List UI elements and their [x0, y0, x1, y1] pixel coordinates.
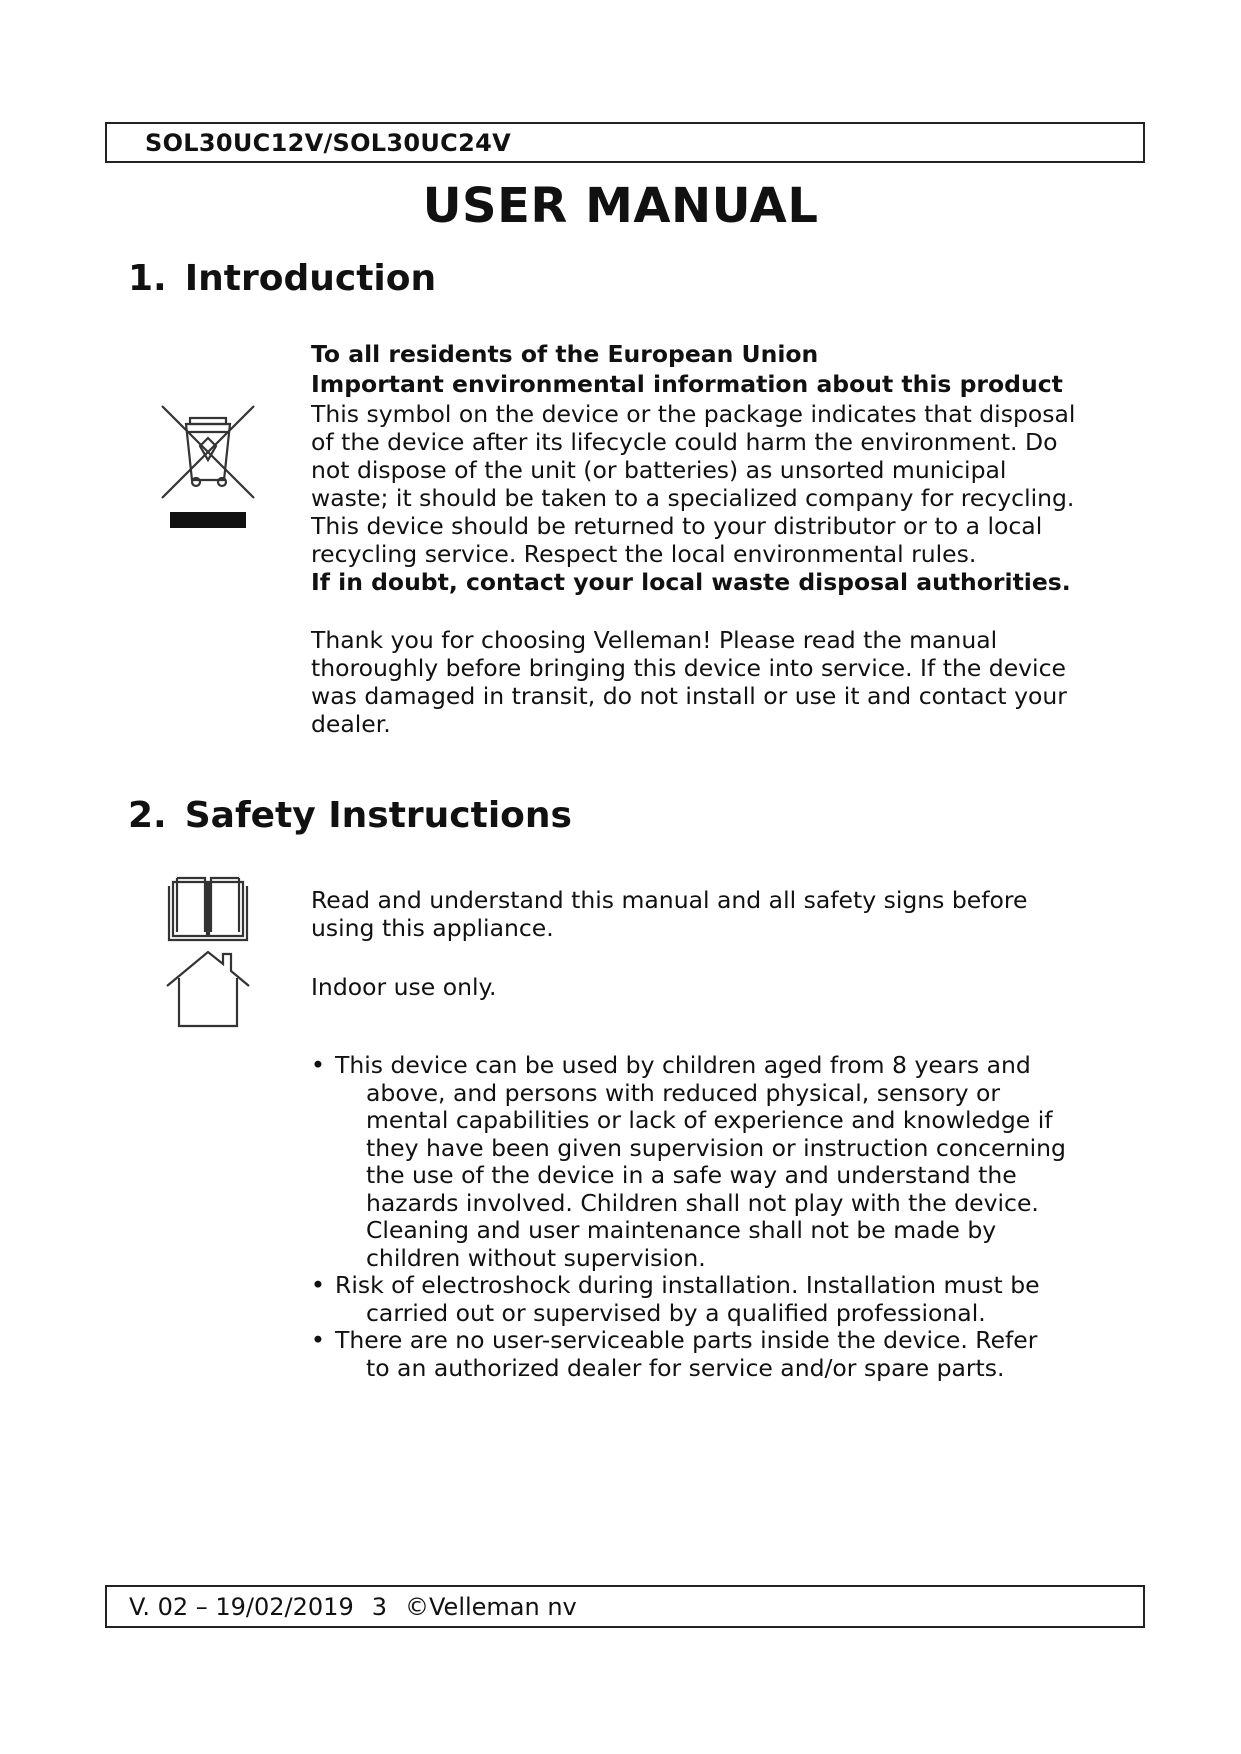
thanks-line-4: dealer.: [311, 710, 391, 738]
weee-line-3: not dispose of the unit (or batteries) as unsorted municipal: [311, 456, 1007, 484]
bullet-2-line-1: Risk of electroshock during installation. Installation must be: [335, 1271, 1040, 1299]
weee-notice: [311, 340, 1111, 598]
bullet-1-line-8: children without supervision.: [366, 1243, 706, 1272]
bullet-1-line-7: Cleaning and user maintenance shall not be made by: [366, 1216, 997, 1244]
section-title: Safety Instructions: [184, 795, 572, 836]
copyright: ©Velleman nv: [405, 1592, 577, 1621]
model-number: SOL30UC12V/SOL30UC24V: [145, 128, 511, 157]
bullet-1-line-3: mental capabilities or lack of experience and knowledge if: [366, 1106, 1053, 1134]
bullet-2-line-2: carried out or supervised by a qualified professional.: [366, 1298, 986, 1327]
page-number: 3: [371, 1592, 387, 1621]
read-line-1: Read and understand this manual and all safety signs before: [311, 886, 1028, 914]
eu-notice-title: To all residents of the European Union: [311, 340, 819, 368]
section-number: 2.: [128, 795, 167, 836]
page-title: USER MANUAL: [422, 178, 819, 234]
house-icon: [163, 948, 253, 1028]
bullet-1-line-6: hazards involved. Children shall not play with the device.: [366, 1188, 1039, 1217]
thank-you-paragraph: [311, 626, 1111, 738]
list-item: • • There are no user-serviceable parts inside the device. Refer to an authorized dealer for service and/or spare parts.: [311, 1327, 1131, 1382]
open-book-icon: [163, 876, 253, 944]
indoor-text: Indoor use only.: [311, 973, 497, 1001]
bullet-3-line-2: to an authorized dealer for service and/or spare parts.: [366, 1353, 1005, 1382]
version-date: V. 02 – 19/02/2019: [129, 1592, 354, 1621]
weee-line-4: waste; it should be taken to a specialized company for recycling.: [311, 484, 1075, 512]
list-item: • • This device can be used by children aged from 8 years and above, and persons with reduced physical, sensory or mental capabilities or lack of experience and knowledge if they have been given supervision or instruction concerning the use of the device in a safe way and understand the hazards involved. Children shall not play with the device. Cleaning and user maintenance shall not be made by children without supervision.: [311, 1052, 1131, 1272]
section-safety-heading: [128, 795, 572, 836]
bullet-1-line-5: the use of the device in a safe way and understand the: [366, 1161, 1017, 1189]
read-manual-notice: [311, 886, 1111, 942]
weee-line-2: of the device after its lifecycle could harm the environment. Do: [311, 428, 1058, 456]
section-title: Introduction: [184, 258, 437, 299]
section-introduction-heading: [128, 258, 436, 299]
thanks-line-3: was damaged in transit, do not install or use it and contact your: [311, 682, 1067, 710]
bullet-1-line-2: above, and persons with reduced physical, sensory or: [366, 1078, 1001, 1107]
list-item: • • Risk of electroshock during installation. Installation must be carried out or supervised by a qualified professional.: [311, 1272, 1131, 1327]
weee-line-1: This symbol on the device or the package indicates that disposal: [311, 400, 1076, 428]
header-model-box: [105, 122, 1145, 163]
thanks-line-1: Thank you for choosing Velleman! Please read the manual: [311, 626, 998, 654]
bullet-1-line-1: This device can be used by children aged from 8 years and: [335, 1051, 1031, 1079]
thanks-line-2: thoroughly before bringing this device into service. If the device: [311, 654, 1066, 682]
page-footer: [105, 1585, 1145, 1628]
crossed-out-wheelie-bin-icon: [160, 402, 256, 532]
read-line-2: using this appliance.: [311, 914, 554, 942]
weee-line-6: recycling service. Respect the local environmental rules.: [311, 540, 977, 568]
safety-bullet-list: [311, 1052, 1131, 1382]
doubt-notice: If in doubt, contact your local waste disposal authorities.: [311, 568, 1071, 596]
section-number: 1.: [128, 258, 167, 299]
bullet-1-line-4: they have been given supervision or instruction concerning: [366, 1133, 1066, 1162]
eu-notice-subtitle: Important environmental information about this product: [311, 370, 1063, 398]
bullet-3-line-1: There are no user-serviceable parts inside the device. Refer: [335, 1326, 1038, 1354]
indoor-use-notice: [311, 973, 1111, 1001]
weee-line-5: This device should be returned to your distributor or to a local: [311, 512, 1043, 540]
